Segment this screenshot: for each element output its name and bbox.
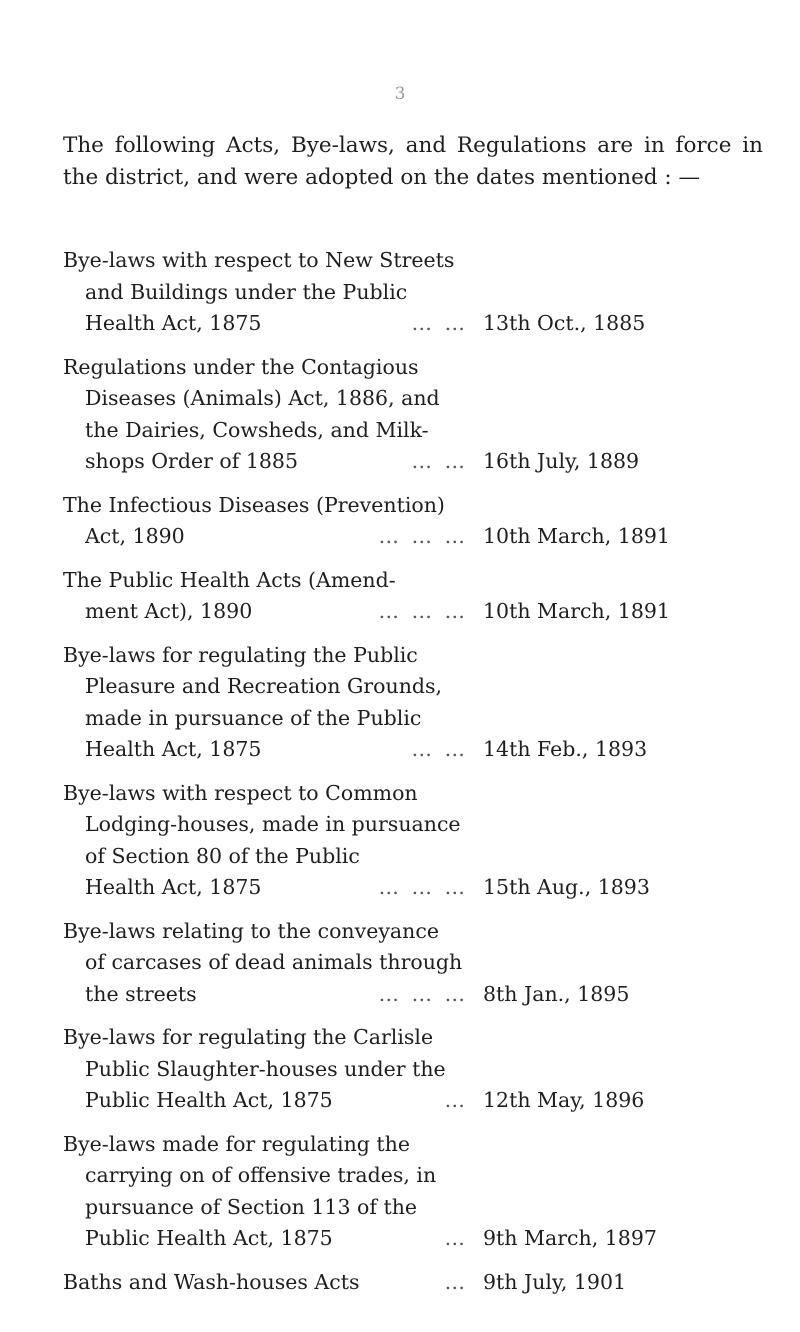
entry-line: made in pursuance of the Public bbox=[85, 705, 422, 730]
entry-line: Public Health Act, 1875 bbox=[85, 1088, 333, 1112]
list-item bbox=[63, 778, 763, 904]
entry-line: Bye-laws for regulating the Carlisle bbox=[63, 1025, 434, 1049]
entry-date-text: 16th July, 1889 bbox=[483, 449, 640, 473]
entry-date bbox=[378, 872, 753, 904]
entry-line: Health Act, 1875 bbox=[85, 737, 262, 761]
entry-line: The Infectious Diseases (Prevention) bbox=[63, 492, 445, 517]
entry-date bbox=[444, 1223, 753, 1255]
leader-dots: … … … bbox=[378, 875, 468, 899]
entry-line: shops Order of 1885 bbox=[85, 449, 299, 473]
list-item bbox=[63, 1129, 763, 1255]
entry-line: carrying on of offensive trades, in bbox=[85, 1163, 437, 1187]
entry-line: Lodging-houses, made in pursuance bbox=[85, 812, 461, 836]
leader-dots: … bbox=[444, 1226, 468, 1250]
entry-date bbox=[378, 521, 753, 553]
entry-date-text: 8th Jan., 1895 bbox=[483, 981, 630, 1006]
entry-date-text: 12th May, 1896 bbox=[483, 1088, 645, 1112]
entry-line: Act, 1890 bbox=[85, 524, 185, 548]
entry-date-text: 9th July, 1901 bbox=[483, 1269, 627, 1294]
entry-date-text: 10th March, 1891 bbox=[483, 599, 670, 623]
entry-line: of Section 80 of the Public bbox=[85, 843, 360, 868]
page-number: 3 bbox=[394, 84, 406, 104]
entry-date bbox=[378, 596, 753, 628]
list-item bbox=[63, 565, 763, 628]
entry-date-text: 15th Aug., 1893 bbox=[483, 875, 650, 899]
entry-line: Health Act, 1875 bbox=[85, 875, 262, 899]
entry-date-text: 14th Feb., 1893 bbox=[483, 737, 648, 761]
entry-line: Diseases (Animals) Act, 1886, and bbox=[85, 386, 440, 410]
entry-date-text: 13th Oct., 1885 bbox=[483, 311, 646, 335]
list-item bbox=[63, 490, 763, 553]
leader-dots: … … bbox=[411, 311, 468, 335]
leader-dots: … bbox=[444, 1269, 468, 1294]
entry-line: Bye-laws relating to the conveyance bbox=[63, 918, 439, 943]
entry-line: the streets bbox=[85, 981, 197, 1006]
entry-line-text: Health Act, 1875 bbox=[85, 311, 262, 335]
entry-line: ment Act), 1890 bbox=[85, 599, 253, 623]
leader-dots: … … bbox=[411, 449, 468, 473]
entry-line: Regulations under the Contagious bbox=[63, 354, 419, 379]
leader-dots: … … … bbox=[378, 599, 468, 623]
entry-line: Public Slaughter-houses under the bbox=[85, 1056, 446, 1081]
entry-date-text: 10th March, 1891 bbox=[483, 524, 670, 548]
entry-line: Public Health Act, 1875 bbox=[85, 1226, 333, 1250]
entry-line: of carcases of dead animals through bbox=[85, 950, 463, 974]
entry-line: The Public Health Acts (Amend- bbox=[63, 567, 396, 592]
entry-line: Bye-laws with respect to New Streets bbox=[63, 248, 455, 272]
entry-line: Bye-laws made for regulating the bbox=[63, 1131, 410, 1156]
entry-line: Baths and Wash-houses Acts bbox=[63, 1269, 360, 1294]
entry-date bbox=[444, 1085, 753, 1117]
entry-date bbox=[411, 446, 753, 478]
entry-date-text: 9th March, 1897 bbox=[483, 1226, 657, 1250]
regulations-list bbox=[63, 245, 763, 1310]
list-item bbox=[63, 352, 763, 478]
list-item bbox=[63, 1022, 763, 1117]
entry-date bbox=[444, 1267, 753, 1299]
entry-date bbox=[378, 979, 753, 1011]
list-item bbox=[63, 916, 763, 1011]
entry-description bbox=[63, 1022, 483, 1117]
entry-date bbox=[411, 734, 753, 766]
entry-line: and Buildings under the Public bbox=[85, 279, 408, 304]
list-item bbox=[63, 640, 763, 766]
leader-dots: … … … bbox=[378, 524, 468, 548]
entry-description bbox=[63, 1267, 483, 1299]
intro-paragraph: The following Acts, Bye-laws, and Regulations are in force in the district, and were adopted on the dates mentioned : — bbox=[63, 133, 763, 190]
leader-dots: … … bbox=[411, 737, 468, 761]
entry-date bbox=[411, 308, 753, 340]
list-item bbox=[63, 245, 763, 340]
entry-line: Bye-laws for regulating the Public bbox=[63, 642, 418, 667]
leader-dots: … … … bbox=[378, 981, 468, 1006]
entry-line: Pleasure and Recreation Grounds, bbox=[85, 674, 443, 698]
leader-dots: … bbox=[444, 1088, 468, 1112]
entry-line: Bye-laws with respect to Common bbox=[63, 780, 418, 805]
entry-line: pursuance of Section 113 of the bbox=[85, 1194, 418, 1219]
list-item bbox=[63, 1267, 763, 1299]
entry-line: the Dairies, Cowsheds, and Milk- bbox=[85, 417, 429, 442]
entry-description bbox=[63, 1129, 483, 1255]
